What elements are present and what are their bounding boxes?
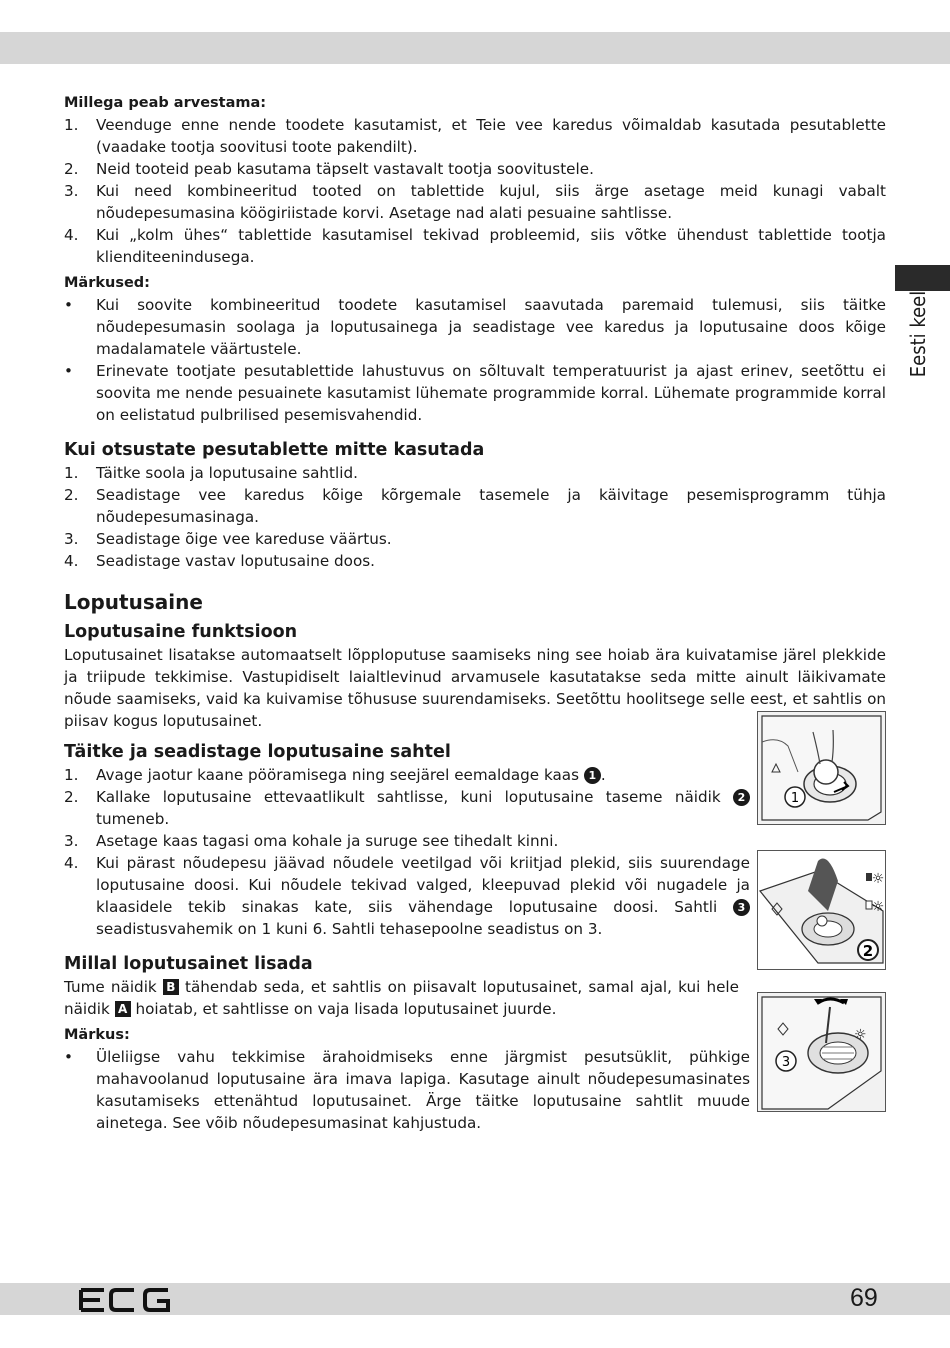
when-to-add-text: Tume näidik B tähendab seda, et sahtlis on piisavalt loputusainet, samal ajal, kui hele näidik A hoiatab, et sahtlisse on vaja lisada loputusainet juurde. (64, 978, 739, 1018)
note-list (64, 1046, 750, 1134)
indicator-b-badge: B (163, 979, 179, 995)
rinse-function-text: Loputusainet lisatakse automaatselt lõpploputuse saamiseks ning see hoiab ära kuivatamise järel plekkide ja triipude tekkimise. Vastupidiselt laialtlevinud arvamusele kasutatakse seda mitte ainult läikivamate nõude saamiseks, vaid ka kuivamise tõhususe suurendamiseks. Seetõttu hoolitsege selle eest, et sahtlis on piisav kogus loputusainet. (64, 646, 886, 730)
list-item: 3. Seadistage õige vee kareduse väärtus. (64, 530, 392, 548)
ecg-logo-icon (78, 1287, 172, 1313)
language-tab-marker (895, 265, 950, 291)
language-tab-label: Eesti keel (906, 290, 930, 378)
header-bar (0, 32, 950, 64)
no-tablets-list (64, 462, 886, 572)
notes-list (64, 294, 886, 426)
svg-text:☼: ☼ (871, 871, 885, 887)
indicator-a-badge: A (115, 1001, 131, 1017)
svg-text:☼: ☼ (871, 899, 885, 915)
list-item: 2. Kallake loputusaine ettevaatlikult sahtlisse, kuni loputusaine taseme näidik 2 tumeneb. (64, 786, 750, 830)
figure-open-cap (757, 711, 886, 825)
notes-heading: Märkused: (64, 275, 150, 291)
list-item: 4. Seadistage vastav loputusaine doos. (64, 552, 375, 570)
step-badge: 2 (733, 789, 750, 806)
list-item: • Üleliigse vahu tekkimise ärahoidmiseks enne järgmist pesutsüklit, pühkige mahavoolanud loputusaine ära imava lapiga. Kasutage ainult nõudepesumasinates kasutamiseks ettenähtud loputusainet. Ärge täitke loputusaine sahtlit muude ainetega. See võib nõudepesumasinat kahjustuda. (64, 1048, 750, 1132)
list-item: 4. Kui „kolm ühes“ tablettide kasutamisel tekivad probleemid, siis võtke ühendust tablettide tootja klienditeenindusega. (64, 226, 886, 266)
svg-text:☼: ☼ (854, 1027, 867, 1043)
figure-dose-setting (757, 992, 886, 1112)
list-item: 2. Neid tooteid peab kasutama täpselt vastavalt tootja soovitustele. (64, 160, 594, 178)
svg-text:2: 2 (862, 942, 874, 960)
list-item: • Erinevate tootjate pesutablettide lahustuvus on sõltuvalt temperatuurist ja ajast erinev, seetõttu ei soovita me nende pesuainete kasutamist lühemate programmide korral. Lühemate programmide korral on eelistatud pulbrilised pesemisvahendid. (64, 362, 886, 424)
rinse-aid-title: Loputusaine (64, 590, 203, 614)
svg-text:1: 1 (790, 791, 800, 806)
rinse-function-heading: Loputusaine funktsioon (64, 622, 298, 642)
no-tablets-heading: Kui otsustate pesutablette mitte kasutada (64, 440, 485, 460)
page-content (64, 92, 886, 1134)
list-item: 1. Täitke soola ja loputusaine sahtlid. (64, 464, 358, 482)
list-item: 1. Veenduge enne nende toodete kasutamist, et Teie vee karedus võimaldab kasutada pesutablette (vaadake tootja soovitusi toote pakendilt). (64, 116, 886, 156)
ecg-logo (78, 1287, 172, 1317)
list-item: 4. Kui pärast nõudepesu jäävad nõudele veetilgad või kriitjad plekid, siis suurendage loputusaine doosi. Kui nõudele tekivad valged, kleepuvad plekid või nugadele ja klaasidele tekib sinakas kate, siis vähendage loputusaine doosi. Sahtli 3 seadistusvahemik on 1 kuni 6. Sahtli tehasepoolne seadistus on 3. (64, 854, 750, 938)
figure-level-indicator (757, 850, 886, 970)
fill-dispenser-list (64, 764, 750, 940)
fill-dispenser-heading: Täitke ja seadistage loputusaine sahtel (64, 742, 451, 762)
page-number: 69 (850, 1284, 878, 1312)
list-item: 3. Asetage kaas tagasi oma kohale ja suruge see tihedalt kinni. (64, 832, 559, 850)
when-to-add-heading: Millal loputusainet lisada (64, 954, 313, 974)
note-heading: Märkus: (64, 1027, 130, 1043)
list-item: 2. Seadistage vee karedus kõige kõrgemale tasemele ja käivitage pesemisprogramm tühja nõudepesumasinaga. (64, 486, 886, 526)
svg-text:3: 3 (781, 1055, 791, 1070)
step-badge: 1 (584, 767, 601, 784)
considerations-list (64, 114, 886, 268)
step-badge: 3 (733, 899, 750, 916)
list-item: 3. Kui need kombineeritud tooted on tablettide kujul, siis ärge asetage meid kunagi vabalt nõudepesumasina köögiriistade korvi. Asetage nad alati pesuaine sahtlisse. (64, 182, 886, 222)
list-item: 1. Avage jaotur kaane pööramisega ning seejärel eemaldage kaas 1 . (64, 766, 606, 784)
considerations-heading: Millega peab arvestama: (64, 95, 267, 111)
list-item: • Kui soovite kombineeritud toodete kasutamisel saavutada paremaid tulemusi, siis täitke nõudepesumasin soolaga ja loputusainega ja seadistage vee karedus ja loputusaine doos kõige madalamatele väärtustele. (64, 296, 886, 358)
